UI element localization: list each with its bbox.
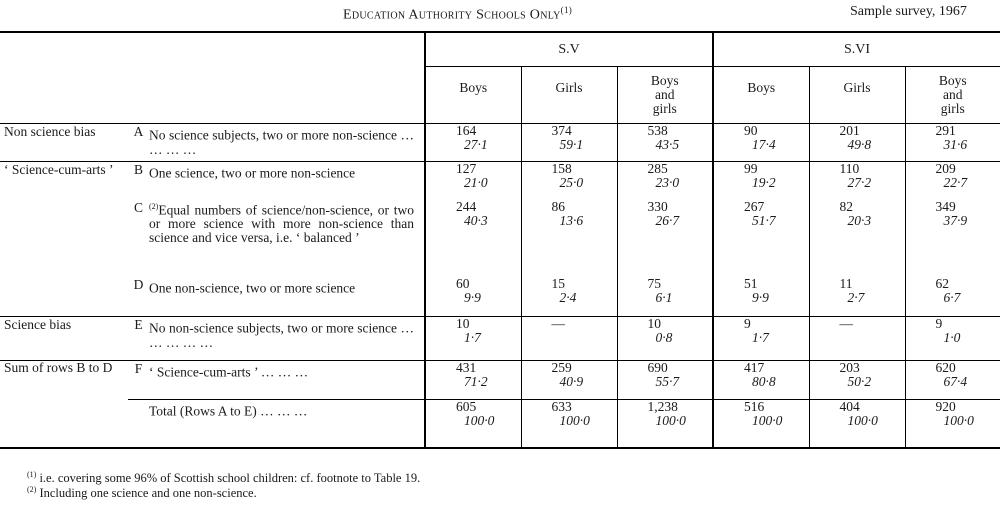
table-cell: 90 17·4 bbox=[713, 124, 809, 162]
table-cell: 99 19·2 bbox=[713, 162, 809, 200]
table-cell: 10 1·7 bbox=[425, 317, 521, 361]
row-label bbox=[0, 400, 128, 448]
table-title: Education Authority Schools Only$^{(1)}$ bbox=[343, 5, 573, 23]
table-cell: 9 1·0 bbox=[905, 317, 1000, 361]
table-cell: 291 31·6 bbox=[905, 124, 1000, 162]
row-label: Sum of rows B to D bbox=[0, 361, 128, 400]
column-header: Girls bbox=[521, 67, 617, 124]
table-cell: 244 40·3 bbox=[425, 200, 521, 277]
row-description: Total (Rows A to E) … … … bbox=[149, 400, 425, 448]
table-cell: 75 6·1 bbox=[617, 277, 713, 317]
table-cell: 404 100·0 bbox=[809, 400, 905, 448]
table-cell: 431 71·2 bbox=[425, 361, 521, 400]
table-cell: 209 22·7 bbox=[905, 162, 1000, 200]
table-cell: 9 1·7 bbox=[713, 317, 809, 361]
survey-label: Sample survey, 1967 bbox=[850, 4, 967, 19]
row-label bbox=[0, 277, 128, 317]
table-row bbox=[0, 361, 1000, 400]
table-cell: 203 50·2 bbox=[809, 361, 905, 400]
table-cell: 259 40·9 bbox=[521, 361, 617, 400]
row-description: $^{(2)}$Equal numbers of science/non-science, or two or more science with more non-science than science and vice versa, i.e. ‘ balanced ’ bbox=[149, 201, 415, 245]
table-cell: 1,238 100·0 bbox=[617, 400, 713, 448]
total-row bbox=[0, 400, 1000, 448]
row-letter: F bbox=[128, 361, 149, 400]
column-header: Boys bbox=[713, 67, 809, 124]
column-header: Boys and girls bbox=[905, 67, 1000, 124]
table-row bbox=[0, 277, 1000, 317]
table-cell: 417 80·8 bbox=[713, 361, 809, 400]
row-label bbox=[0, 200, 128, 277]
table-cell: — bbox=[521, 317, 617, 361]
table-cell: 620 67·4 bbox=[905, 361, 1000, 400]
footnote: $^{(2)}$ Including one science and one non-science. bbox=[27, 485, 257, 501]
table-cell: 127 21·0 bbox=[425, 162, 521, 200]
table-cell: 374 59·1 bbox=[521, 124, 617, 162]
group-header-row bbox=[0, 32, 1000, 67]
table-row bbox=[0, 200, 1000, 277]
row-letter: D bbox=[133, 276, 144, 292]
table-row bbox=[0, 124, 1000, 162]
table-cell: 690 55·7 bbox=[617, 361, 713, 400]
table-cell: 201 49·8 bbox=[809, 124, 905, 162]
row-description: One science, two or more non-science bbox=[149, 162, 425, 200]
row-description: No science subjects, two or more non-science … … … … bbox=[149, 124, 425, 162]
table-cell: 158 25·0 bbox=[521, 162, 617, 200]
row-letter bbox=[128, 400, 149, 448]
table-cell: 605 100·0 bbox=[425, 400, 521, 448]
table-cell: 633 100·0 bbox=[521, 400, 617, 448]
table-cell: 15 2·4 bbox=[521, 277, 617, 317]
table-cell: 330 26·7 bbox=[617, 200, 713, 277]
table-row bbox=[0, 162, 1000, 200]
table-cell: 51 9·9 bbox=[713, 277, 809, 317]
column-header: Girls bbox=[809, 67, 905, 124]
row-letter: E bbox=[128, 317, 149, 361]
table-cell: 267 51·7 bbox=[713, 200, 809, 277]
table-cell: 60 9·9 bbox=[425, 277, 521, 317]
row-letter: A bbox=[128, 124, 149, 162]
table-cell: 110 27·2 bbox=[809, 162, 905, 200]
table-cell: 11 2·7 bbox=[809, 277, 905, 317]
footnote: $^{(1)}$ i.e. covering some 96% of Scottish school children: cf. footnote to Table 19. bbox=[27, 470, 421, 486]
row-description: No non-science subjects, two or more science … … … … … bbox=[149, 317, 425, 361]
group-header-sv: S.V bbox=[425, 32, 713, 67]
row-letter: C bbox=[133, 199, 143, 215]
table-cell: 538 43·5 bbox=[617, 124, 713, 162]
row-letter: B bbox=[128, 162, 149, 200]
table-row bbox=[0, 317, 1000, 361]
row-description: One non-science, two or more science bbox=[149, 280, 356, 295]
table-cell: 349 37·9 bbox=[905, 200, 1000, 277]
table-cell: 920 100·0 bbox=[905, 400, 1000, 448]
table-cell: 82 20·3 bbox=[809, 200, 905, 277]
table-cell: 10 0·8 bbox=[617, 317, 713, 361]
table-cell: — bbox=[809, 317, 905, 361]
data-table bbox=[0, 31, 1000, 449]
column-header: Boys bbox=[425, 67, 521, 124]
column-header: Boys and girls bbox=[617, 67, 713, 124]
row-label: ‘ Science-cum-arts ’ bbox=[0, 162, 128, 200]
row-description: ‘ Science-cum-arts ’ … … … bbox=[149, 361, 425, 400]
group-header-svi: S.VI bbox=[713, 32, 1000, 67]
table-cell: 285 23·0 bbox=[617, 162, 713, 200]
table-cell: 62 6·7 bbox=[905, 277, 1000, 317]
row-label: Non science bias bbox=[0, 124, 128, 162]
row-label: Science bias bbox=[0, 317, 128, 361]
table-cell: 86 13·6 bbox=[521, 200, 617, 277]
table-cell: 516 100·0 bbox=[713, 400, 809, 448]
table-cell: 164 27·1 bbox=[425, 124, 521, 162]
